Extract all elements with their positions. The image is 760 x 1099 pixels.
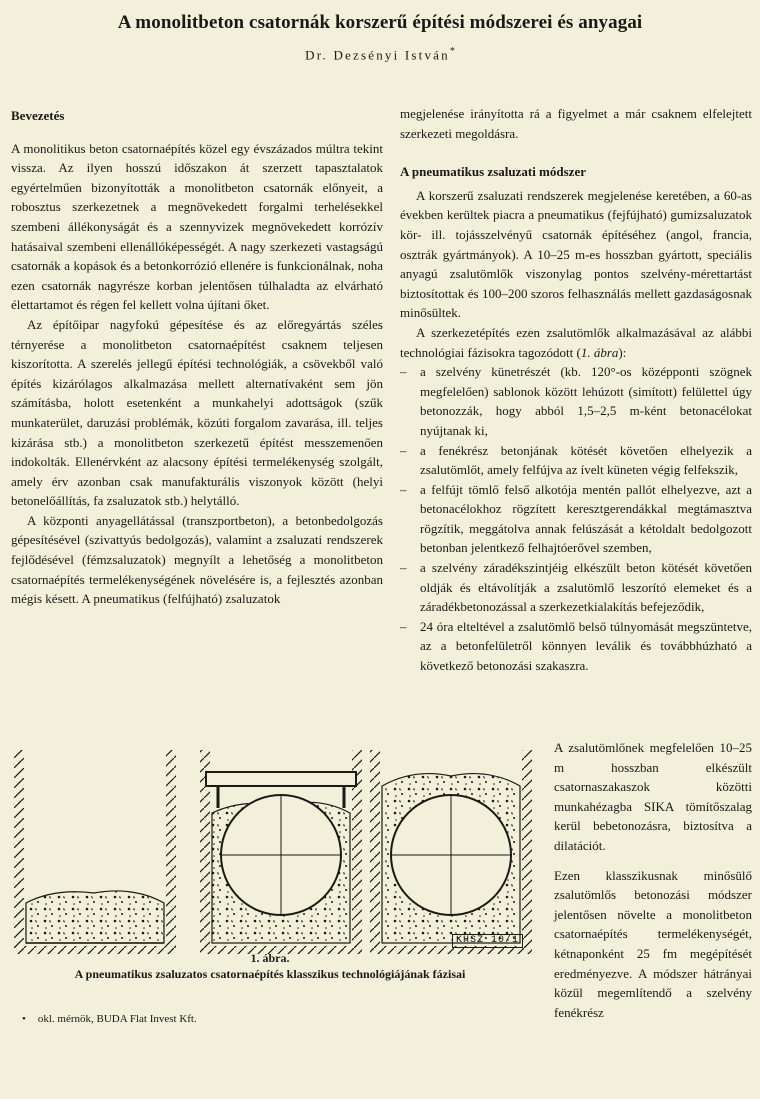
paragraph: A zsalutömlőnek megfelelően 10–25 m hosszban elkészült csatornaszakaszok közötti munkahézagba SIKA tömítőszalag kerül bebetonozásra, biztosítva a dilatációt.: [554, 740, 752, 853]
phase-1-sketch: [14, 750, 176, 954]
list-item: – a fenékrész betonjának kötését követően elhelyezik a zsalutömlőt, amely felfújva az ívelt küneten végig felfekszik,: [400, 441, 752, 480]
narrow-column: [554, 700, 752, 1022]
paragraph-text: A szerkezetépítés ezen zsalutömlők alkalmazásával az alábbi technológiai fázisokra tagozódott (: [400, 324, 752, 360]
paragraph: A központi anyagellátással (transzportbeton), a betonbedolgozás gépesítésével (szivattyús bedolgozás), valamint a zsaluzati rendszerek fejlődésével (fémzsaluzatok) megnyílt a lehetőség a monolitbeton csatornaépítés termelékenységének növelésére is, a fejlesztés azonban mégis késett. A pneumatikus (felfújható) zsaluzatok: [11, 512, 383, 607]
phase-3-sketch: [370, 750, 532, 954]
paragraph: Ezen klasszikusnak minősülő zsalutömlős betonozási módszer jelentősen növelte a monolitbeton csatornaépítés termelékenységét, kétnaponként 25 fm megépítését eredményezve. A módszer hátrányai közül megemlítendő a szelvény fenékrész: [554, 867, 752, 1020]
paragraph: megjelenése irányította rá a figyelmet a már csaknem elfelejtett szerkezeti megoldásra.: [400, 106, 752, 141]
left-column: [11, 106, 383, 609]
figure-tag: KHSZ 10/1: [452, 934, 523, 948]
figure-number: 1. ábra.: [250, 951, 290, 965]
section-heading-pneumatic: A pneumatikus zsaluzati módszer: [400, 164, 586, 180]
right-column: [400, 104, 752, 676]
list-item: – 24 óra elteltével a zsalutömlő belső túlnyomását megszüntetve, az a betonfelületről könnyen leválik és továbbhúzható a következő betonozási szakaszra.: [400, 617, 752, 676]
footnote: [22, 1013, 197, 1025]
phase-list: [400, 362, 752, 676]
figure-caption: [0, 950, 540, 982]
phase-2-sketch: [200, 750, 362, 954]
paragraph-text-end: ):: [618, 344, 627, 360]
footnote-text: okl. mérnök, BUDA Flat Invest Kft.: [37, 1013, 197, 1025]
page-title: A monolitbeton csatornák korszerű építési módszerei és anyagai: [117, 12, 643, 33]
paragraph: [400, 323, 752, 362]
author-footnote-mark: *: [449, 46, 455, 57]
list-item: – a felfújt tömlő felső alkotója mentén pallót elhelyezve, azt a betonacélokhoz rögzített keresztgerendákkal megtámasztva rögzítik, meggátolva annak felúszását a kétoldalt bedolgozott betonban jelentkező felhajtóerővel szemben,: [400, 480, 752, 558]
author-line: [0, 46, 760, 63]
list-item: – a szelvény künetrészét (kb. 120°-os középponti szögnek megfelelően) sablonok között lehúzott (simított) felülettel úgy betonozzák, hogy abból 1,5–2,5 m-ként betonacélokat nyújtanak ki,: [400, 362, 752, 440]
paragraph: Az építőipar nagyfokú gépesítése és az előregyártás széles térnyerése a monolitbeton csatornaépítést csaknem teljesen kiszorította. A szerelés jellegű építési technológiák, a csövekből való építés kizárólagos alkalmazása mellett alternatívaként sem jön számításba, holott esetenként a munkahelyi adottságok (szűk munkaterület, daruzási problémák, közúti forgalom zavarása, ill. teljes kizárása stb.) a monolitbeton szerkezetű építést messzemenően indokolták. Ellenérvként az alacsony építési termelékenység szolgált, amely érv azonban csak manufakturális viszonyok között (helyi betonelőállítás, fa zsaluzatok stb.) helytálló.: [11, 316, 383, 509]
paragraph: A korszerű zsaluzati rendszerek megjelenése keretében, a 60-as években kerültek piacra a pneumatikus (fejfújható) gumizsaluzatok kör- ill. tojásszelvényű csatornák építéséhez (angol, francia, osztrák gyártmányok). A 10–25 m-es hosszban gyártott, speciális anyagú zsalutömlők viszonylag pontos szelvény-mérettartást biztosítottak és 100–200 szoros felhasználás mellett gazdaságosnak minősültek.: [400, 187, 752, 321]
figure-caption-text: A pneumatikus zsaluzatos csatornaépítés klasszikus technológiájának fázisai: [74, 967, 466, 981]
figure-reference: 1. ábra: [580, 344, 619, 360]
paragraph: A monolitikus beton csatornaépítés közel egy évszázados múltra tekint vissza. Az ilyen hosszú időszakon át szerzett tapasztalatok egyértelműen bizonyították a monolitbeton csatornák előnyeit, a robosztus szerkezetnek a megnövekedett forgalmi terhelésekkel szembeni állékonyságát és a szennyvizek megnövekedett korrózív hatásaival szembeni ellenállóképességét. A nagy szerkezeti vastagságú csatornák a kopások és a betonkorrózió ellenére is funkcionálnak, noha ezen csatornák nagyrésze korban jelentősen túlhaladta az elvárható élettartamot és régen fel kellett volna újítani őket.: [11, 140, 383, 313]
author-name: Dr. Dezsényi István: [305, 47, 450, 63]
section-heading-introduction: Bevezetés: [11, 108, 65, 123]
list-item: – a szelvény záradékszintjéig elkészült beton kötését követően oldják és eltávolítják a zsalutömlő leszorító elemeket és a záradékbetonozással a szerkezetkialakítás befejeződik,: [400, 558, 752, 617]
footnote-mark: •: [22, 1013, 26, 1025]
